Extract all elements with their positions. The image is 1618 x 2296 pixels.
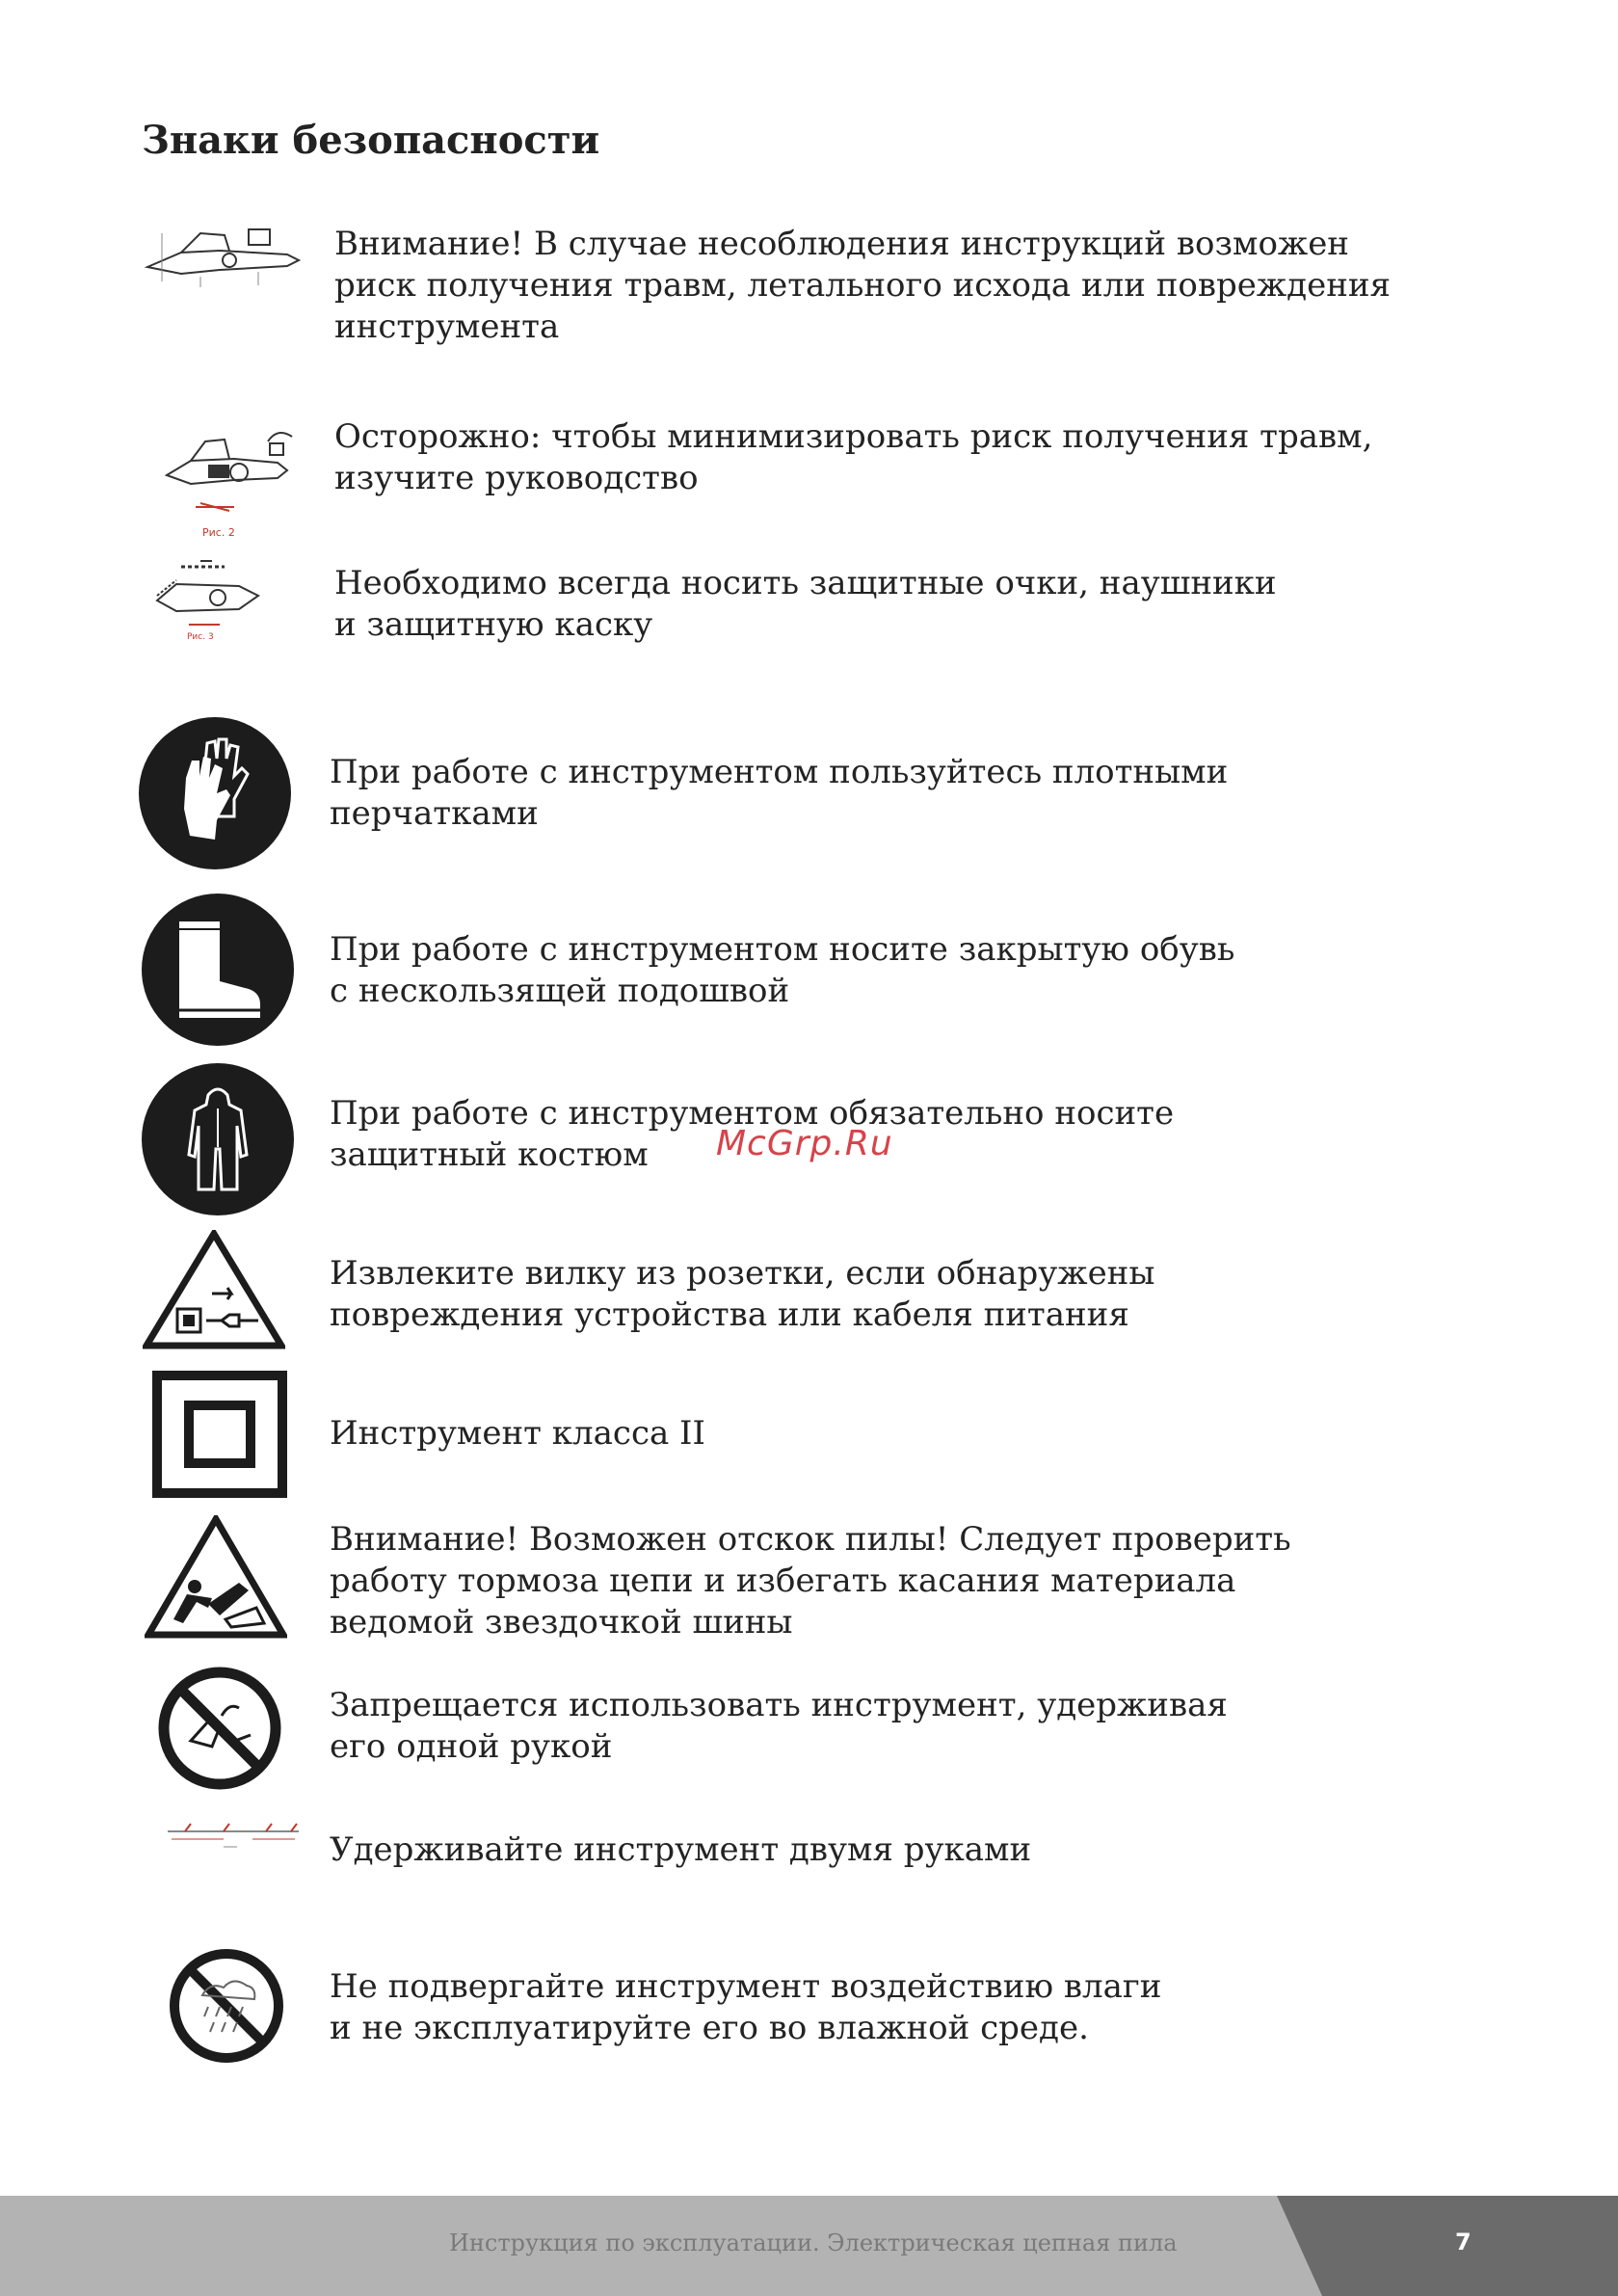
- no-rain-icon: [164, 1947, 289, 2065]
- safety-item-text: При работе с инструментом пользуйтесь плотными перчатками: [330, 753, 1229, 833]
- chainsaw-drawing-icon: [143, 224, 306, 291]
- safety-item-text: Внимание! Возможен отскок пилы! Следует проверить работу тормоза цепи и избегать касания материала ведомой звездочкой шины: [330, 1520, 1291, 1642]
- footer-title: Инструкция по эксплуатации. Электрическая цепная пила: [449, 2229, 1178, 2256]
- safety-item-text: Не подвергайте инструмент воздействию влаги и не эксплуатируйте его во влажной среде.: [330, 1967, 1162, 2047]
- chainsaw-manual-drawing-icon: [162, 422, 306, 540]
- double-insulation-icon: [152, 1371, 287, 1498]
- figure-caption: Рис. 3: [187, 632, 214, 642]
- safety-item-text: При работе с инструментом носите закрытую обувь с нескользящей подошвой: [330, 930, 1235, 1010]
- one-hand-prohibited-icon: [152, 1664, 287, 1793]
- figure-caption: Рис. 2: [202, 526, 235, 539]
- safety-item-text: Удерживайте инструмент двумя руками: [330, 1830, 1032, 1869]
- unplug-warning-icon: [143, 1230, 285, 1349]
- watermark: McGrp.Ru: [716, 1124, 893, 1163]
- gloves-icon: [138, 716, 292, 870]
- safety-item-text: Осторожно: чтобы минимизировать риск получения травм, изучите руководство: [334, 417, 1373, 497]
- kickback-warning-icon: [145, 1515, 287, 1639]
- safety-item-text: Инструмент класса II: [330, 1414, 705, 1453]
- boot-icon: [141, 893, 295, 1047]
- safety-item-text: Извлеките вилку из розетки, если обнаружены повреждения устройства или кабеля питания: [330, 1254, 1155, 1334]
- page-number: 7: [1455, 2229, 1472, 2256]
- safety-item-text: Внимание! В случае несоблюдения инструкций возможен риск получения травм, летального исхода или повреждения инструмента: [334, 225, 1391, 346]
- chain-bar-drawing-icon: [152, 557, 268, 644]
- two-hands-drawing-icon: [166, 1820, 301, 1853]
- page-title: Знаки безопасности: [142, 118, 600, 163]
- safety-item-text: Запрещается использовать инструмент, удерживая его одной рукой: [330, 1686, 1228, 1766]
- safety-item-text: При работе с инструментом обязательно носите защитный костюм: [330, 1094, 1175, 1174]
- protective-suit-icon: [141, 1062, 295, 1216]
- safety-item-text: Необходимо всегда носить защитные очки, наушники и защитную каску: [334, 564, 1277, 644]
